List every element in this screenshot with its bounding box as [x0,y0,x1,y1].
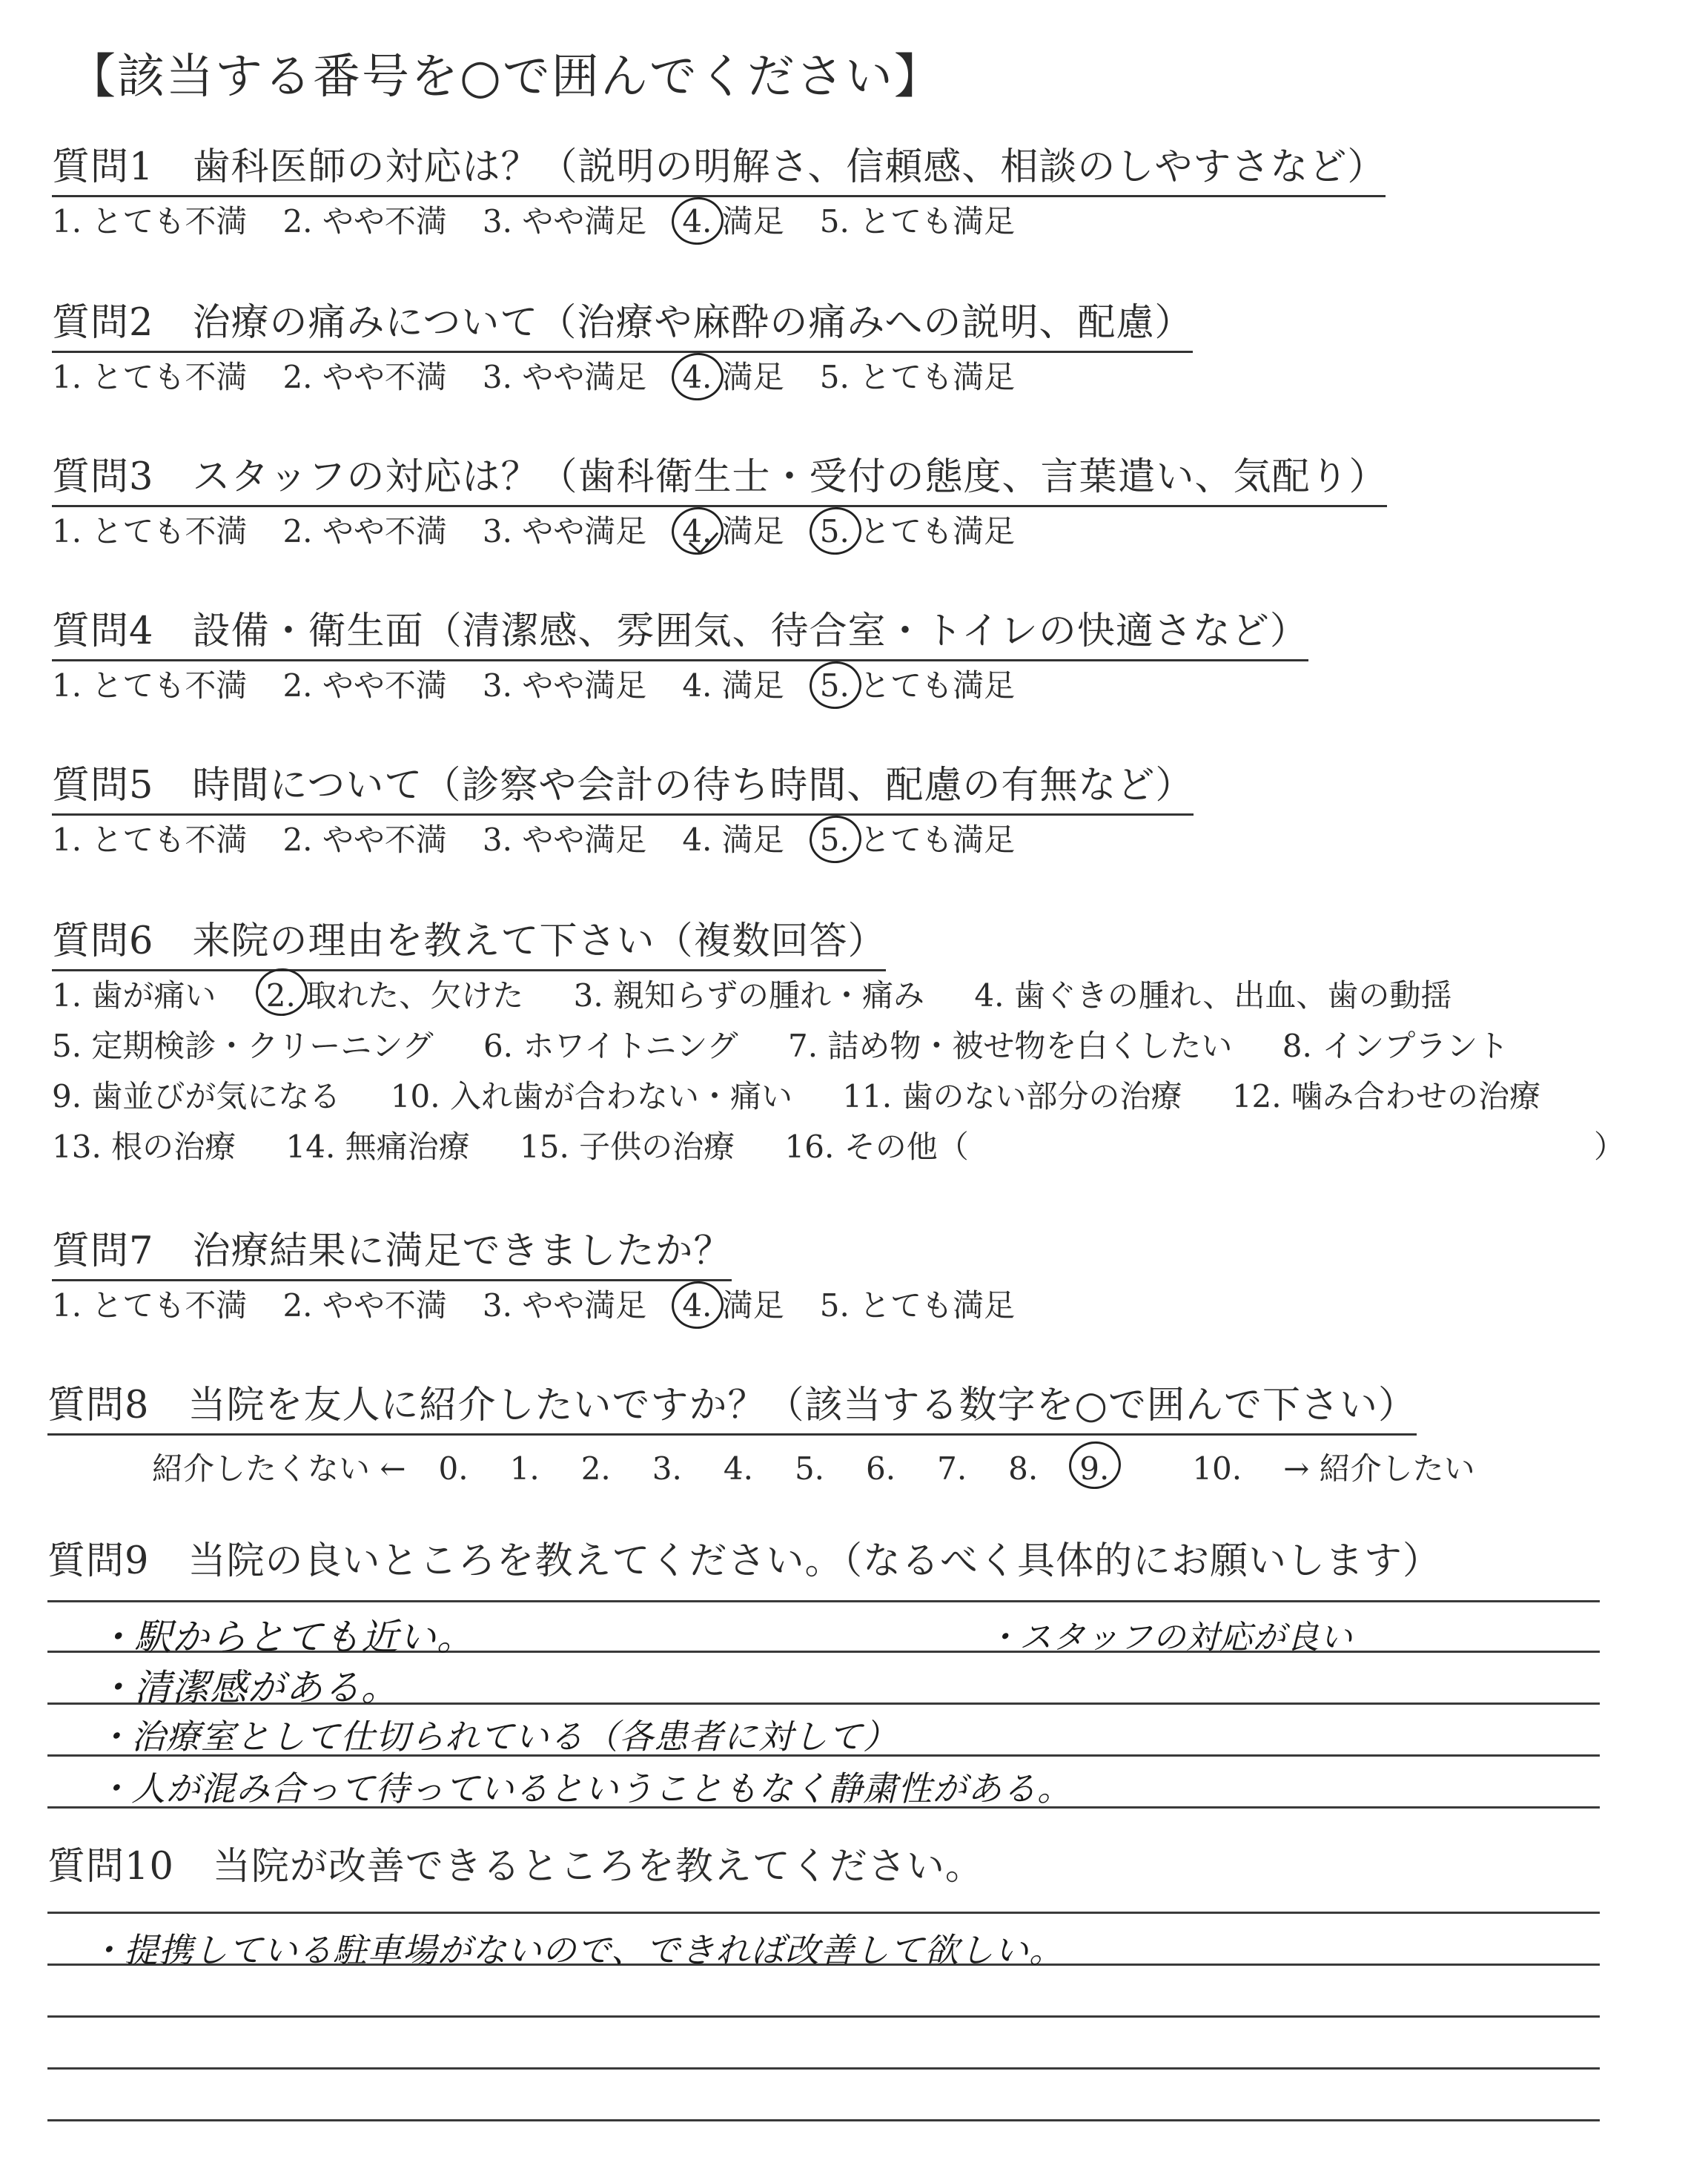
q6-option-9[interactable]: 9. 歯並びが気になる [52,1078,341,1114]
q6-option-6[interactable]: 6. ホワイトニング [483,1028,738,1064]
q5-option-2[interactable]: 2. やや不満 [282,822,447,858]
q6-option-12[interactable]: 12. 噛み合わせの治療 [1231,1078,1540,1114]
q6-option-11[interactable]: 11. 歯のない部分の治療 [842,1078,1182,1114]
crossed-out-circle-icon [669,503,726,558]
q8-number-2[interactable]: 2. [580,1450,611,1487]
q8-number-10[interactable]: 10. [1192,1450,1242,1487]
question-5-options [52,822,1050,858]
q4-option-5-selected[interactable]: 5. とても満足 [820,670,1015,701]
q7-option-1[interactable]: 1. とても不満 [52,1287,248,1324]
q8-number-8[interactable]: 8. [1008,1450,1039,1487]
q2-option-4-selected[interactable]: 4. 満足 [682,362,784,393]
selection-circle-icon [669,1278,726,1332]
q5-option-1[interactable]: 1. とても不満 [52,822,248,858]
q6-option-4[interactable]: 4. 歯ぐきの腫れ、出血、歯の動揺 [974,977,1452,1014]
q2-option-2[interactable]: 2. やや不満 [282,359,447,395]
q7-option-3[interactable]: 3. やや満足 [482,1287,647,1324]
q2-option-3[interactable]: 3. やや満足 [482,359,647,395]
q10-answer-1: ・提携している駐車場がないので、できれば改善して欲しい。 [89,1930,1065,1970]
q4-option-1[interactable]: 1. とても不満 [52,667,248,704]
q7-option-4-selected[interactable]: 4. 満足 [682,1290,784,1321]
q6-option-5[interactable]: 5. 定期検診・クリーニング [52,1028,434,1064]
q6-option-16[interactable]: 16. その他（ [784,1129,969,1165]
q4-option-2[interactable]: 2. やや不満 [282,667,447,704]
q1-option-5[interactable]: 5. とても満足 [819,203,1016,240]
q2-option-1[interactable]: 1. とても不満 [52,359,248,395]
q5-option-4[interactable]: 4. 満足 [682,822,784,858]
q3-option-1[interactable]: 1. とても不満 [52,513,248,549]
q7-option-5[interactable]: 5. とても満足 [819,1287,1016,1324]
question-4-options [52,667,1050,704]
q6-line-2 [52,1028,1549,1064]
q9-answer-line-1 [47,1600,1600,1602]
selection-circle-icon [807,812,864,866]
q9-answer-1: ・駅からとても近い。 [96,1616,474,1659]
q1-option-4-selected[interactable]: 4. 満足 [682,206,784,237]
q8-scale [152,1444,1475,1489]
q2-option-5[interactable]: 5. とても満足 [819,359,1016,395]
question-2-options [52,359,1050,395]
q6-option-13[interactable]: 13. 根の治療 [52,1129,236,1165]
question-7-options [52,1287,1050,1324]
q8-number-9-selected[interactable]: 9. [1079,1450,1151,1487]
q4-option-3[interactable]: 3. やや満足 [482,667,647,704]
q6-line-3 [52,1078,1580,1114]
question-7-heading: 質問7 治療結果に満足できましたか？ [52,1232,732,1281]
q6-option-8[interactable]: 8. インプラント [1282,1028,1509,1064]
q10-answer-line-3 [47,2015,1600,2018]
q9-answer-4: ・治療室として仕切られている（各患者に対して） [96,1717,898,1757]
selection-circle-icon [807,658,864,712]
q6-option-3[interactable]: 3. 親知らずの腫れ・痛み [573,977,925,1014]
q10-answer-line-5 [47,2119,1600,2121]
question-3-options [52,513,1050,549]
q6-option-2-selected[interactable]: 2. 取れた、欠けた [266,977,523,1014]
q6-line-4 [52,1129,1009,1165]
q3-option-3[interactable]: 3. やや満足 [482,513,647,549]
q8-number-1[interactable]: 1. [509,1450,540,1487]
q3-option-5-selected[interactable]: 5. とても満足 [820,516,1015,547]
q10-answer-line-4 [47,2067,1600,2070]
q5-option-3[interactable]: 3. やや満足 [482,822,647,858]
q8-right-label: → 紹介したい [1283,1450,1475,1487]
q6-option-14[interactable]: 14. 無痛治療 [285,1129,470,1165]
question-2-heading: 質問2 治療の痛みについて（治療や麻酔の痛みへの説明、配慮） [52,304,1193,353]
q8-number-6[interactable]: 6. [866,1450,896,1487]
q9-answer-3: ・清潔感がある。 [96,1666,399,1709]
q5-option-5-selected[interactable]: 5. とても満足 [820,825,1015,856]
q8-number-7[interactable]: 7. [937,1450,967,1487]
question-9-heading: 質問9 当院の良いところを教えてください。（なるべく具体的にお願いします） [47,1539,1441,1583]
q6-option-1[interactable]: 1. 歯が痛い [52,977,216,1014]
q6-option-7[interactable]: 7. 詰め物・被せ物を白くしたい [787,1028,1233,1064]
q4-option-4[interactable]: 4. 満足 [682,667,784,704]
question-6-heading: 質問6 来院の理由を教えて下さい（複数回答） [52,922,886,971]
q8-number-4[interactable]: 4. [723,1450,753,1487]
q3-option-2[interactable]: 2. やや不満 [282,513,447,549]
q9-answer-2: ・スタッフの対応が良い [986,1619,1353,1657]
question-3-heading: 質問3 スタッフの対応は？（歯科衛生士・受付の態度、言葉遣い、気配り） [52,458,1387,507]
q6-other-close-paren: ） [1594,1129,1626,1165]
question-1-heading: 質問1 歯科医師の対応は？（説明の明解さ、信頼感、相談のしやすさなど） [52,148,1386,197]
q1-option-2[interactable]: 2. やや不満 [282,203,447,240]
page-title: 【該当する番号を○で囲んでください】 [68,50,943,105]
q8-number-3[interactable]: 3. [652,1450,682,1487]
q8-number-0[interactable]: 0. [438,1450,469,1487]
q1-option-3[interactable]: 3. やや満足 [482,203,647,240]
question-10-heading: 質問10 当院が改善できるところを教えてください。 [47,1845,984,1889]
question-8-heading: 質問8 当院を友人に紹介したいですか？（該当する数字を○で囲んで下さい） [47,1387,1417,1436]
q8-left-label: 紹介したくない ← [152,1450,406,1487]
selection-circle-icon [669,349,726,403]
q6-option-10[interactable]: 10. 入れ歯が合わない・痛い [390,1078,792,1114]
q9-answer-5: ・人が混み合って待っているということもなく静粛性がある。 [96,1768,1072,1809]
q8-number-5[interactable]: 5. [794,1450,825,1487]
question-1-options [52,203,1050,240]
q3-option-4-crossed-out[interactable]: 4. 満足 [682,516,784,547]
question-5-heading: 質問5 時間について（診察や会計の待ち時間、配慮の有無など） [52,767,1194,816]
q1-option-1[interactable]: 1. とても不満 [52,203,248,240]
selection-circle-icon [807,503,864,558]
q7-option-2[interactable]: 2. やや不満 [282,1287,447,1324]
q6-line-1 [52,977,1492,1014]
q10-answer-line-1 [47,1912,1600,1914]
q6-option-15[interactable]: 15. 子供の治療 [520,1129,735,1165]
selection-circle-icon [669,194,726,248]
question-4-heading: 質問4 設備・衛生面（清潔感、雰囲気、待合室・トイレの快適さなど） [52,612,1308,661]
